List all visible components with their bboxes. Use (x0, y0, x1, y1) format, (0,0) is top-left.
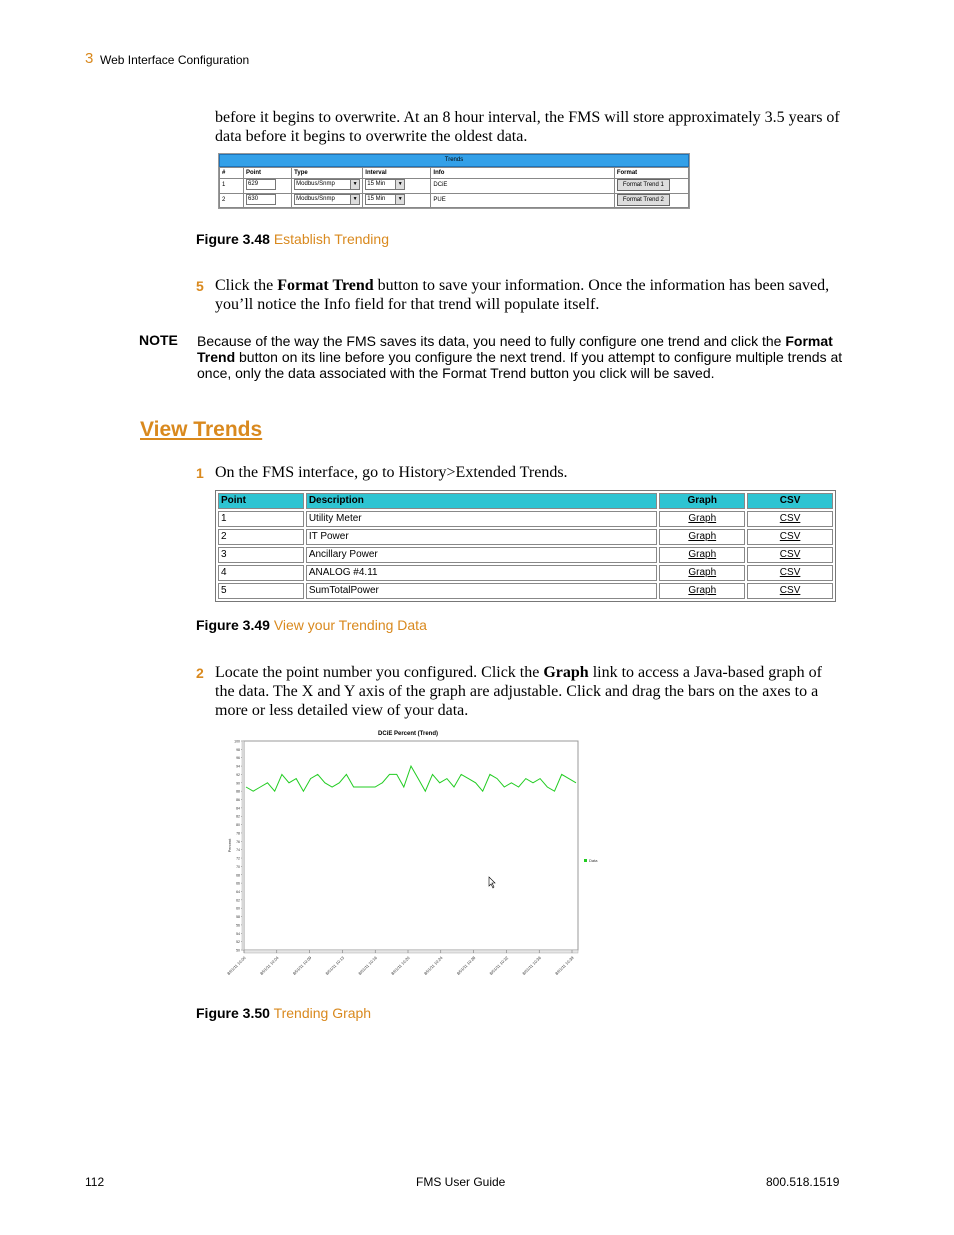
figure-caption (196, 1005, 371, 1021)
graph-link[interactable]: Graph (688, 567, 717, 578)
table-row (218, 529, 833, 545)
y-tick-label: 64 (236, 889, 240, 894)
row-num: 2 (220, 193, 244, 208)
step-text-bold: Graph (543, 664, 589, 681)
y-tick-label: 72 (236, 856, 240, 861)
point-cell: 3 (218, 547, 304, 563)
guide-title: FMS User Guide (416, 1175, 506, 1189)
x-tick-label: 8/01/11 10:32 (488, 955, 510, 976)
step-text-part: Click the (215, 277, 278, 294)
figure-caption (196, 617, 427, 633)
col-header-point: Point (244, 168, 292, 179)
chart-title: DCiE Percent (Trend) (378, 731, 439, 737)
x-tick-label: 8/01/11 10:36 (521, 955, 542, 976)
y-tick-label: 82 (236, 814, 240, 819)
y-tick-label: 78 (236, 831, 240, 836)
info-cell: PUE (431, 193, 614, 208)
y-tick-label: 50 (236, 948, 240, 953)
y-axis-label: Percent (227, 838, 232, 853)
col-header-description: Description (306, 493, 658, 509)
y-tick-label: 80 (236, 823, 240, 828)
step-number: 5 (196, 278, 204, 294)
chevron-down-icon: ▼ (350, 195, 359, 204)
col-header-num: # (220, 168, 244, 179)
row-num: 1 (220, 179, 244, 194)
chapter-number: 3 (85, 50, 94, 67)
note-text-part: button on its line before you configure the next trend. If you attempt to configure multiple trends at once, only the data associated with the Format Trend button you click will be saved. (197, 349, 843, 381)
col-header-type: Type (292, 168, 363, 179)
section-title: View Trends (140, 418, 263, 441)
step-text: On the FMS interface, go to History>Extended Trends. (215, 464, 568, 481)
x-tick-label: 8/01/11 10:39 (554, 955, 575, 976)
interval-select-value: 15 Min (367, 181, 386, 188)
y-axis-drag-bar (242, 741, 244, 950)
x-axis-drag-bar (244, 950, 578, 953)
step-number: 2 (196, 665, 204, 681)
y-tick-label: 94 (236, 764, 240, 769)
trends-config-table (218, 153, 690, 209)
y-tick-label: 68 (236, 873, 240, 878)
table-row (218, 583, 833, 599)
x-tick-label: 8/01/11 10:28 (455, 955, 477, 976)
figure-caption (196, 231, 389, 247)
graph-link[interactable]: Graph (688, 531, 717, 542)
type-select-value: Modbus/Snmp (296, 195, 335, 202)
type-select[interactable] (294, 179, 360, 190)
table-row (220, 193, 689, 208)
x-tick-label: 8/01/11 10:09 (291, 955, 313, 976)
legend-label: Data (589, 858, 598, 863)
chevron-down-icon: ▼ (395, 195, 404, 204)
table-row (218, 547, 833, 563)
point-cell: 4 (218, 565, 304, 581)
step-text-part: link to access a Java-based graph of the data. The X and Y axis of the graph are adjustable. Click and drag the bars on the axes to a more or less detailed view of your data. (215, 664, 822, 719)
legend-swatch (584, 859, 587, 862)
page-number: 112 (85, 1175, 105, 1189)
point-input[interactable]: 629 (246, 179, 276, 190)
type-select[interactable] (294, 194, 360, 205)
interval-select[interactable] (365, 194, 405, 205)
info-cell: DCiE (431, 179, 614, 194)
y-tick-label: 90 (236, 781, 240, 786)
y-tick-label: 52 (236, 940, 240, 945)
step-text (215, 276, 840, 314)
y-tick-label: 96 (236, 756, 240, 761)
col-header-format: Format (614, 168, 688, 179)
table-row (220, 179, 689, 194)
trend-chart[interactable] (218, 727, 603, 992)
col-header-info: Info (431, 168, 614, 179)
y-tick-label: 60 (236, 906, 240, 911)
step-text-part: button to save your information. Once the information has been saved, you’ll notice the Info field for that trend will populate itself. (215, 277, 830, 313)
description-cell: Utility Meter (306, 511, 658, 527)
graph-link[interactable]: Graph (688, 549, 717, 560)
caption-title: View your Trending Data (273, 617, 427, 633)
y-tick-label: 66 (236, 881, 240, 886)
trends-band-title: Trends (219, 154, 689, 167)
y-tick-label: 56 (236, 923, 240, 928)
caption-label: Figure 3.50 (196, 1005, 270, 1021)
description-cell: Ancillary Power (306, 547, 658, 563)
caption-title: Trending Graph (273, 1005, 372, 1021)
x-tick-label: 8/01/11 10:13 (324, 955, 346, 976)
col-header-point: Point (218, 493, 304, 509)
x-tick-label: 8/01/11 10:16 (357, 955, 378, 976)
y-tick-label: 92 (236, 772, 240, 777)
point-cell: 5 (218, 583, 304, 599)
intro-paragraph: before it begins to overwrite. At an 8 hour interval, the FMS will store approximately 3.5 years of data before it begins to overwrite the oldest data. (215, 109, 840, 145)
x-tick-label: 8/01/11 10:24 (422, 955, 444, 976)
csv-link[interactable]: CSV (779, 531, 801, 542)
type-select-value: Modbus/Snmp (296, 181, 335, 188)
description-cell: ANALOG #4.11 (306, 565, 658, 581)
table-row (218, 565, 833, 581)
y-tick-label: 100 (234, 739, 240, 744)
table-row (218, 511, 833, 527)
col-header-csv: CSV (747, 493, 833, 509)
step-text-bold: Format Trend (277, 277, 374, 294)
y-tick-label: 70 (236, 864, 240, 869)
graph-link[interactable]: Graph (688, 513, 717, 524)
step-text-part: Locate the point number you configured. Click the (215, 664, 544, 681)
point-cell: 1 (218, 511, 304, 527)
format-trend-button[interactable]: Format Trend 2 (617, 194, 670, 206)
interval-select[interactable] (365, 179, 405, 190)
interval-select-value: 15 Min (367, 195, 386, 202)
col-header-graph: Graph (659, 493, 745, 509)
chevron-down-icon: ▼ (350, 180, 359, 189)
csv-link[interactable]: CSV (779, 585, 801, 596)
y-tick-label: 62 (236, 898, 240, 903)
description-cell: SumTotalPower (306, 583, 658, 599)
note-text-bold: Format Trend (197, 333, 833, 365)
y-tick-label: 84 (236, 806, 240, 811)
note-text (197, 333, 847, 381)
plot-frame (244, 741, 578, 950)
x-tick-label: 8/01/11 10:04 (258, 955, 280, 976)
extended-trends-table (215, 490, 836, 602)
description-cell: IT Power (306, 529, 658, 545)
caption-label: Figure 3.49 (196, 617, 270, 633)
x-tick-label: 8/01/11 10:00 (226, 955, 247, 976)
col-header-interval: Interval (363, 168, 431, 179)
caption-label: Figure 3.48 (196, 231, 270, 247)
y-tick-label: 74 (236, 848, 240, 853)
phone-number: 800.518.1519 (766, 1175, 840, 1189)
point-cell: 2 (218, 529, 304, 545)
caption-title: Establish Trending (273, 231, 389, 247)
step-number: 1 (196, 465, 204, 481)
y-tick-label: 86 (236, 798, 240, 803)
y-tick-label: 88 (236, 789, 240, 794)
y-tick-label: 58 (236, 915, 240, 920)
graph-link[interactable]: Graph (688, 585, 717, 596)
format-trend-button[interactable]: Format Trend 1 (617, 179, 670, 191)
csv-link[interactable]: CSV (779, 567, 801, 578)
point-input[interactable]: 630 (246, 194, 276, 205)
x-tick-label: 8/01/11 10:20 (390, 955, 411, 976)
csv-link[interactable]: CSV (779, 549, 801, 560)
step-text (215, 663, 843, 720)
note-label: NOTE (139, 332, 178, 348)
csv-link[interactable]: CSV (779, 513, 801, 524)
y-tick-label: 54 (236, 931, 240, 936)
y-tick-label: 98 (236, 747, 240, 752)
chevron-down-icon: ▼ (395, 180, 404, 189)
y-tick-label: 76 (236, 839, 240, 844)
chapter-title: Web Interface Configuration (100, 53, 250, 67)
note-text-part: Because of the way the FMS saves its data, you need to fully configure one trend and click the (197, 333, 786, 349)
